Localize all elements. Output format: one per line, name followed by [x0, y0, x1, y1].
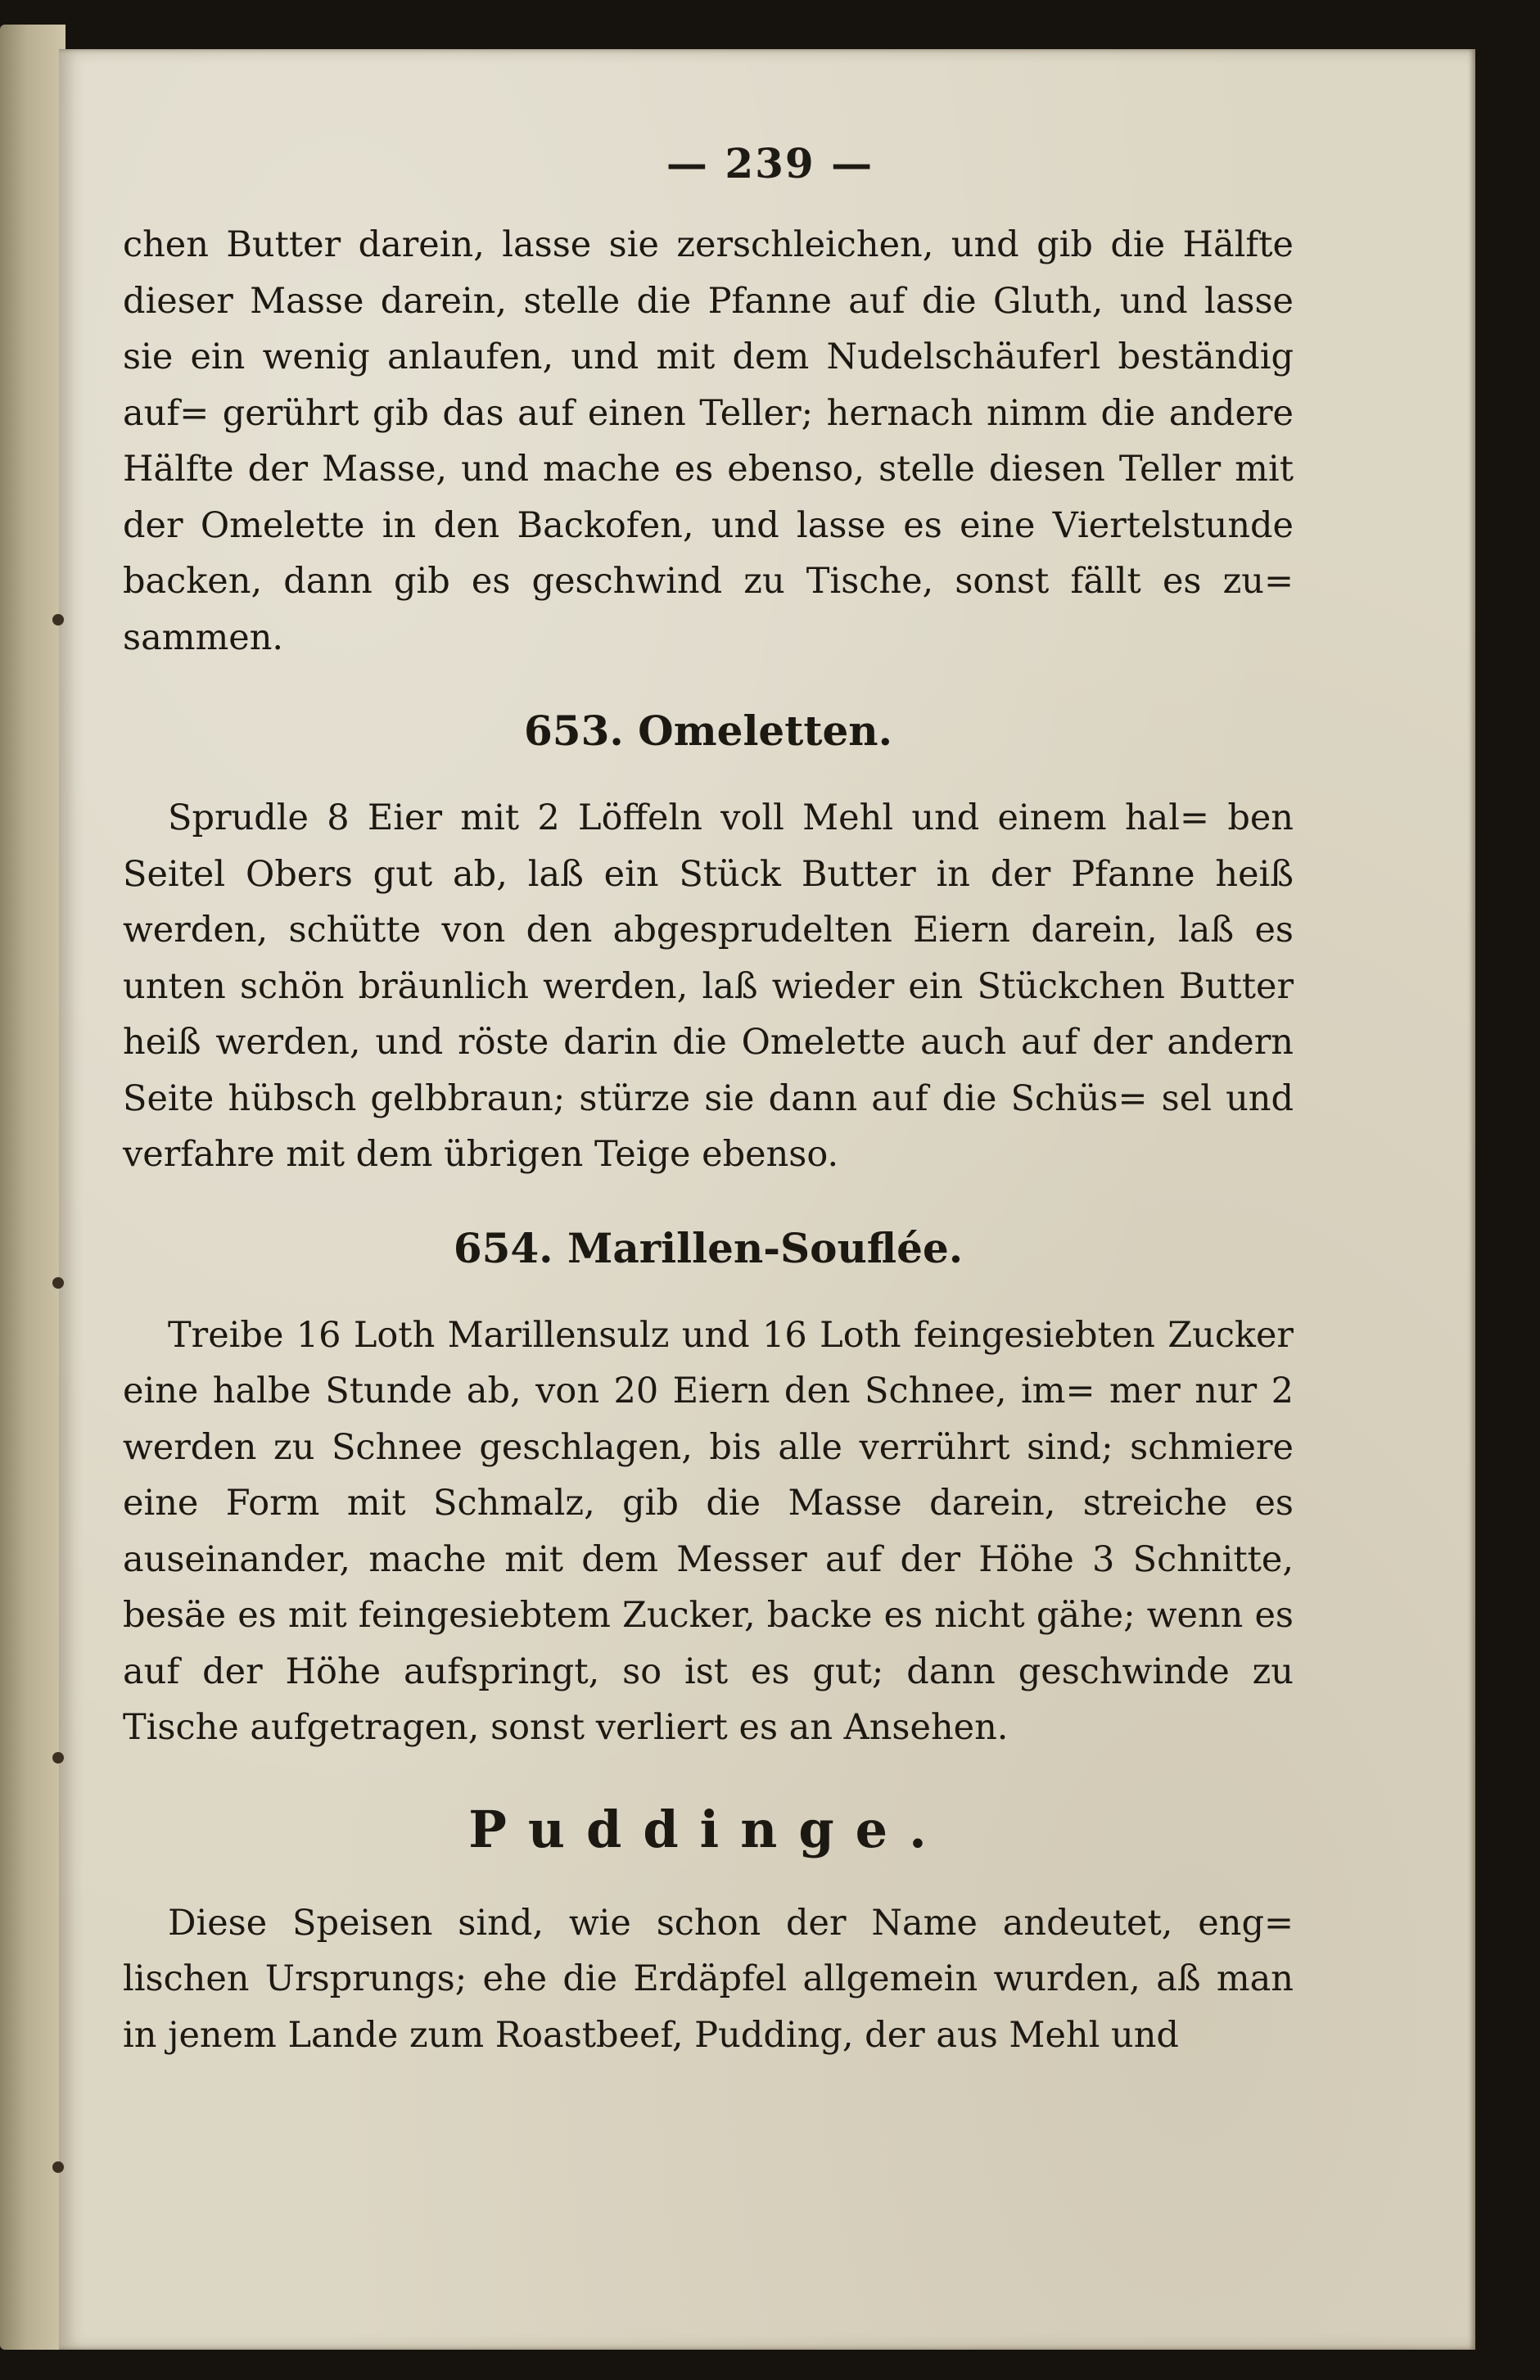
section-text: Diese Speisen sind, wie schon der Name andeutet, eng= lischen Ursprungs; ehe die Erdäpfel allgemein wurden, aß man in jenem Lande zum Roastbeef, Pudding, der aus Mehl und — [123, 1902, 1294, 2056]
recipe-653-text: Sprudle 8 Eier mit 2 Löffeln voll Mehl und einem hal= ben Seitel Obers gut ab, laß ein Stück Butter in der Pfanne heiß werden, schütte von den abgesprudelten Eiern darein, laß es unten schön bräunlich werden, laß wieder ein Stückchen Butter heiß werden, und röste darin die Omelette auch auf der andern Seite hübsch gelbbraun; stürze sie dann auf die Schüs= sel und verfahre mit dem übrigen Teige ebenso. — [123, 797, 1294, 1175]
recipe-654-title: 654. Marillen-Souflée. — [453, 1223, 964, 1272]
continued-paragraph: chen Butter darein, lasse sie zerschleichen, und gib die Hälfte dieser Masse darein, stelle die Pfanne auf die Gluth, und lasse sie ein wenig anlaufen, und mit dem Nudelschäuferl beständig auf= gerührt gib das auf einen Teller; hernach nimm die andere Hälfte der Masse, und mache es ebenso, stelle diesen Teller mit der Omelette in den Backofen, und lasse es eine Viertelstunde backen, dann gib es geschwind zu Tische, sonst fällt es zu= sammen. — [123, 224, 1294, 658]
margin-mark — [52, 614, 64, 625]
margin-mark — [52, 1277, 64, 1289]
page-content — [123, 217, 1294, 2063]
margin-mark — [52, 1752, 64, 1764]
recipe-654-text: Treibe 16 Loth Marillensulz und 16 Loth feingesiebten Zucker eine halbe Stunde ab, von 20 Eiern den Schnee, im= mer nur 2 werden zu Schnee geschlagen, bis alle verrührt sind; schmiere eine Form mit Schmalz, gib die Masse darein, streiche es auseinander, mache mit dem Messer auf der Höhe 3 Schnitte, besäe es mit feingesiebtem Zucker, backe es nicht gähe; wenn es auf der Höhe aufspringt, so ist es gut; dann geschwinde zu Tische aufgetragen, sonst verliert es an Ansehen. — [123, 1314, 1294, 1748]
section-title: Puddinge. — [468, 1799, 948, 1859]
margin-mark — [52, 2161, 64, 2173]
page-number: — 239 — — [666, 139, 874, 187]
recipe-653-title: 653. Omeletten. — [523, 707, 893, 755]
book-spine — [0, 25, 65, 2350]
